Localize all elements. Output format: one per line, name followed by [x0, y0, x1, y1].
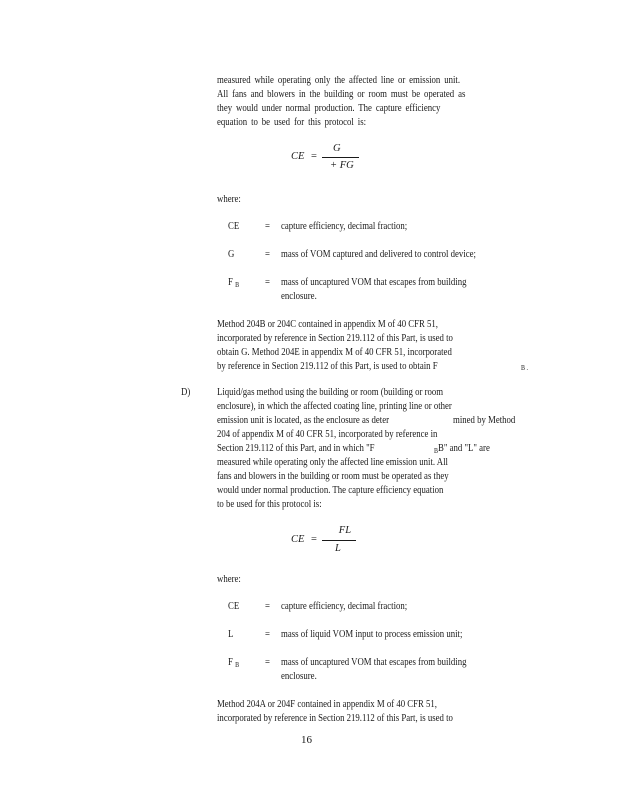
text-line: would under normal production. The capture efficiency equation: [217, 485, 444, 496]
def-equals: =: [265, 221, 270, 232]
def-term: CE: [228, 221, 240, 232]
text-tail: B" and "L" are: [438, 443, 490, 454]
def-term: CE: [228, 601, 240, 612]
def-term: [228, 276, 239, 292]
def-equals: =: [265, 629, 270, 640]
def-text: enclosure.: [281, 671, 317, 682]
page-number: 16: [301, 734, 312, 746]
eq-equals: =: [311, 534, 317, 545]
text-line: enclosure), in which the affected coating line, printing line or other: [217, 401, 452, 412]
text-line: 204 of appendix M of 40 CFR 51, incorporated by reference in: [217, 429, 438, 440]
def-equals: =: [265, 657, 270, 668]
fraction-bar: [322, 540, 356, 541]
eq-numerator: G: [333, 143, 341, 154]
def-equals: =: [265, 601, 270, 612]
where-label: where:: [217, 574, 241, 585]
text-line: Liquid/gas method using the building or room (building or room: [217, 387, 444, 398]
def-term-sub: B: [235, 281, 240, 289]
def-term: L: [228, 629, 234, 640]
def-text: mass of uncaptured VOM that escapes from building: [281, 657, 467, 668]
text-line: to be used for this protocol is:: [217, 499, 322, 510]
def-text: capture efficiency, decimal fraction;: [281, 221, 408, 232]
eq-denominator: L: [335, 543, 341, 554]
text-line: Method 204A or 204F contained in appendix M of 40 CFR 51,: [217, 699, 437, 710]
text-line: emission unit is located, as the enclosure as deter: [217, 415, 390, 426]
text-line: incorporated by reference in Section 219.112 of this Part, is used to: [217, 713, 453, 724]
text-line: Method 204B or 204C contained in appendix M of 40 CFR 51,: [217, 319, 438, 330]
def-term-sub: B: [235, 661, 240, 669]
subscript-tail: B .: [521, 364, 529, 372]
eq-equals: =: [311, 151, 317, 162]
text-line: mined by Method: [453, 415, 516, 426]
def-term: [228, 656, 239, 672]
text-line: they would under normal production. The capture efficiency: [217, 103, 441, 114]
text-line: measured while operating only the affected line or emission unit.: [217, 75, 461, 86]
section-label: D): [181, 387, 191, 398]
def-equals: =: [265, 249, 270, 260]
def-text: mass of liquid VOM input to process emission unit;: [281, 629, 463, 640]
def-term: G: [228, 249, 235, 260]
eq-lhs: CE: [291, 151, 305, 162]
text-line: incorporated by reference in Section 219.112 of this Part, is used to: [217, 333, 453, 344]
text-line: fans and blowers in the building or room must be operated as they: [217, 471, 449, 482]
sub-b: B: [434, 447, 439, 455]
eq-lhs: CE: [291, 534, 305, 545]
text-line: by reference in Section 219.112 of this Part, is used to obtain F: [217, 361, 438, 372]
def-equals: =: [265, 277, 270, 288]
eq-numerator:   FL: [328, 525, 352, 536]
def-text: enclosure.: [281, 291, 317, 302]
eq-denominator: + FG: [330, 160, 354, 171]
text-line: All fans and blowers in the building or room must be operated as: [217, 89, 466, 100]
def-text: mass of uncaptured VOM that escapes from building: [281, 277, 467, 288]
where-label: where:: [217, 194, 241, 205]
fraction-bar: [322, 157, 359, 158]
text-line: measured while operating only the affected line emission unit. All: [217, 457, 448, 468]
text-line: equation to be used for this protocol is:: [217, 117, 367, 128]
def-term-main: F: [228, 657, 233, 668]
text-line: obtain G. Method 204E in appendix M of 40 CFR 51, incorporated: [217, 347, 452, 358]
def-text: mass of VOM captured and delivered to control device;: [281, 249, 476, 260]
def-text: capture efficiency, decimal fraction;: [281, 601, 408, 612]
text-line: Section 219.112 of this Part, and in which "F: [217, 443, 375, 454]
def-term-main: F: [228, 277, 233, 288]
